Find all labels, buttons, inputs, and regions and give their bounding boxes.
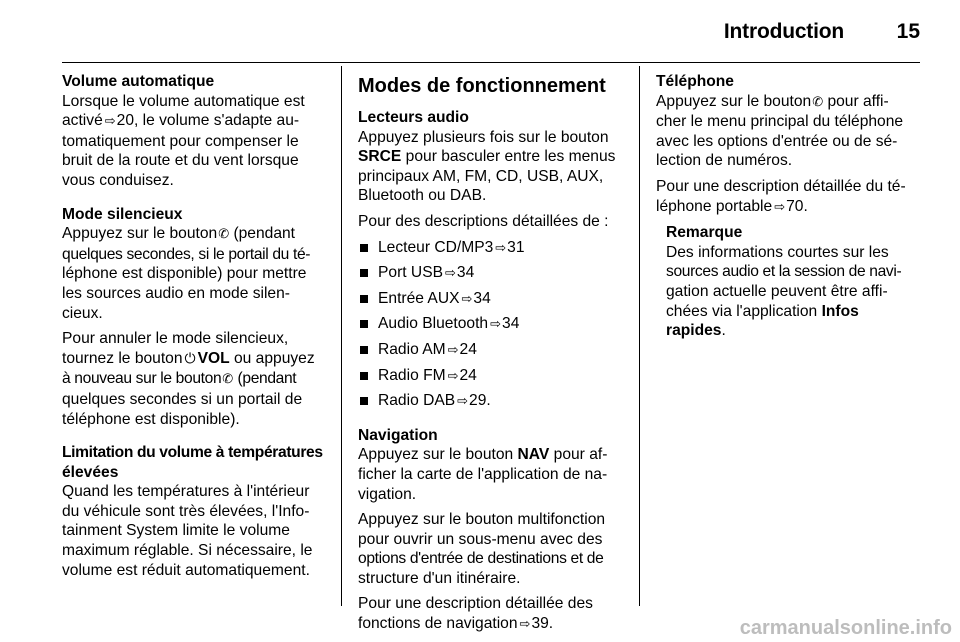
text-line: sources audio et la session de navi- [666, 263, 902, 281]
text-line: tomatiquement pour compenser le [62, 132, 299, 150]
list-item: Radio AM ⇨24 [358, 340, 620, 361]
page-ref-icon: ⇨ [774, 199, 786, 215]
page-header [62, 0, 920, 63]
left-column [62, 72, 324, 580]
text-line: Quand les températures à l'intérieur [62, 483, 310, 501]
section-title: Lecteurs audio [358, 109, 469, 126]
paragraph: Pour une description détaillée du té- léphone portable ⇨70. [656, 177, 906, 215]
page-ref-icon: ⇨ [457, 394, 469, 410]
section-title: Volume automatique [62, 73, 215, 90]
page-ref-icon: ⇨ [495, 240, 507, 256]
text-line: activé ⇨20, le volume s'adapte au- [62, 112, 300, 130]
section-navigation [358, 426, 620, 635]
text-line: gation actuelle peuvent être affi- [666, 282, 888, 300]
column-divider-1 [341, 66, 342, 606]
page-ref-icon: ⇨ [461, 291, 473, 307]
page-ref-icon: ⇨ [519, 617, 531, 633]
text-line: chées via l'application Infos rapides. [666, 302, 859, 340]
text-line: maximum réglable. Si nécessaire, le [62, 542, 313, 560]
watermark: carmanualsonline.info [739, 617, 952, 639]
page-ref-icon: ⇨ [104, 114, 116, 130]
phone-icon: ✆ [218, 227, 230, 243]
list-item: Port USB ⇨34 [358, 263, 620, 284]
paragraph: Pour une description détaillée des fonctions de navigation ⇨39. [358, 595, 593, 633]
section-title: Téléphone [656, 73, 734, 90]
text-line: bruit de la route et du vent lorsque [62, 152, 299, 170]
middle-column [358, 72, 620, 635]
list-item: Lecteur CD/MP3 ⇨31 [358, 238, 620, 259]
column-divider-2 [639, 66, 640, 606]
section-title: Mode silencieux [62, 205, 183, 223]
paragraph: Appuyez plusieurs fois sur le bouton SRCE pour basculer entre les menus principaux AM, FM, CD, USB, AUX, Bluetooth ou DAB. [358, 128, 616, 205]
paragraph: Pour des descriptions détaillées de : [358, 212, 609, 230]
paragraph: Appuyez sur le bouton multifonction pour ouvrir un sous-menu avec des options d'entrée de destinations et de structure d'un itinéraire. [358, 511, 606, 587]
list-item: Audio Bluetooth ⇨34 [358, 314, 620, 335]
page-ref-icon: ⇨ [490, 317, 502, 333]
section-title: Navigation [358, 426, 438, 444]
section-title: élevées [62, 463, 119, 481]
text-line: du véhicule sont très élevées, l'Info- [62, 502, 310, 520]
section-title: Limitation du volume à températures [62, 444, 323, 462]
section-lecteurs-audio [358, 108, 620, 412]
paragraph: Appuyez sur le bouton✆ (pendant quelques secondes, si le portail du té- léphone est disponible) pour mettre les sources audio en mode silen- cieux. [62, 225, 311, 322]
text-line: vous conduisez. [62, 171, 174, 189]
paragraph: Appuyez sur le bouton NAV pour af- ficher la carte de l'application de na- vigation. [358, 446, 608, 503]
page-ref-icon: ⇨ [447, 368, 459, 384]
page-number: 15 [896, 20, 920, 43]
remark-box [666, 223, 921, 341]
phone-icon: ✆ [222, 372, 234, 388]
paragraph: Pour annuler le mode silencieux, tournez le bouton ⏻ VOL ou appuyez à nouveau sur le bouton✆ (pendant quelques secondes si un portail de téléphone est disponible). [62, 330, 315, 428]
section-telephone [656, 72, 921, 341]
section-volume-automatique [62, 72, 324, 191]
chapter-heading: Modes de fonctionnement [358, 75, 606, 97]
remark-title: Remarque [666, 224, 743, 242]
list-item: Radio FM ⇨24 [358, 366, 620, 387]
power-knob-icon: ⏻ [184, 350, 196, 367]
page-title: Introduction [723, 20, 844, 43]
source-list [358, 238, 620, 412]
text-line: tainment System limite le volume [62, 522, 290, 540]
list-item: Entrée AUX ⇨34 [358, 289, 620, 310]
section-limitation-volume [62, 443, 324, 580]
right-column [656, 72, 921, 341]
phone-icon: ✆ [812, 94, 824, 110]
page-ref-icon: ⇨ [447, 342, 459, 358]
page-ref-icon: ⇨ [445, 266, 456, 282]
list-item: Radio DAB ⇨29. [358, 391, 620, 412]
text-line: volume est réduit automatiquement. [62, 561, 310, 579]
paragraph: Appuyez sur le bouton✆ pour affi- cher le menu principal du téléphone avec les options d'entrée ou de sé- lection de numéros. [656, 92, 904, 170]
text-line: Lorsque le volume automatique est [62, 92, 305, 110]
section-mode-silencieux [62, 205, 324, 430]
text-line: Des informations courtes sur les [666, 243, 889, 261]
